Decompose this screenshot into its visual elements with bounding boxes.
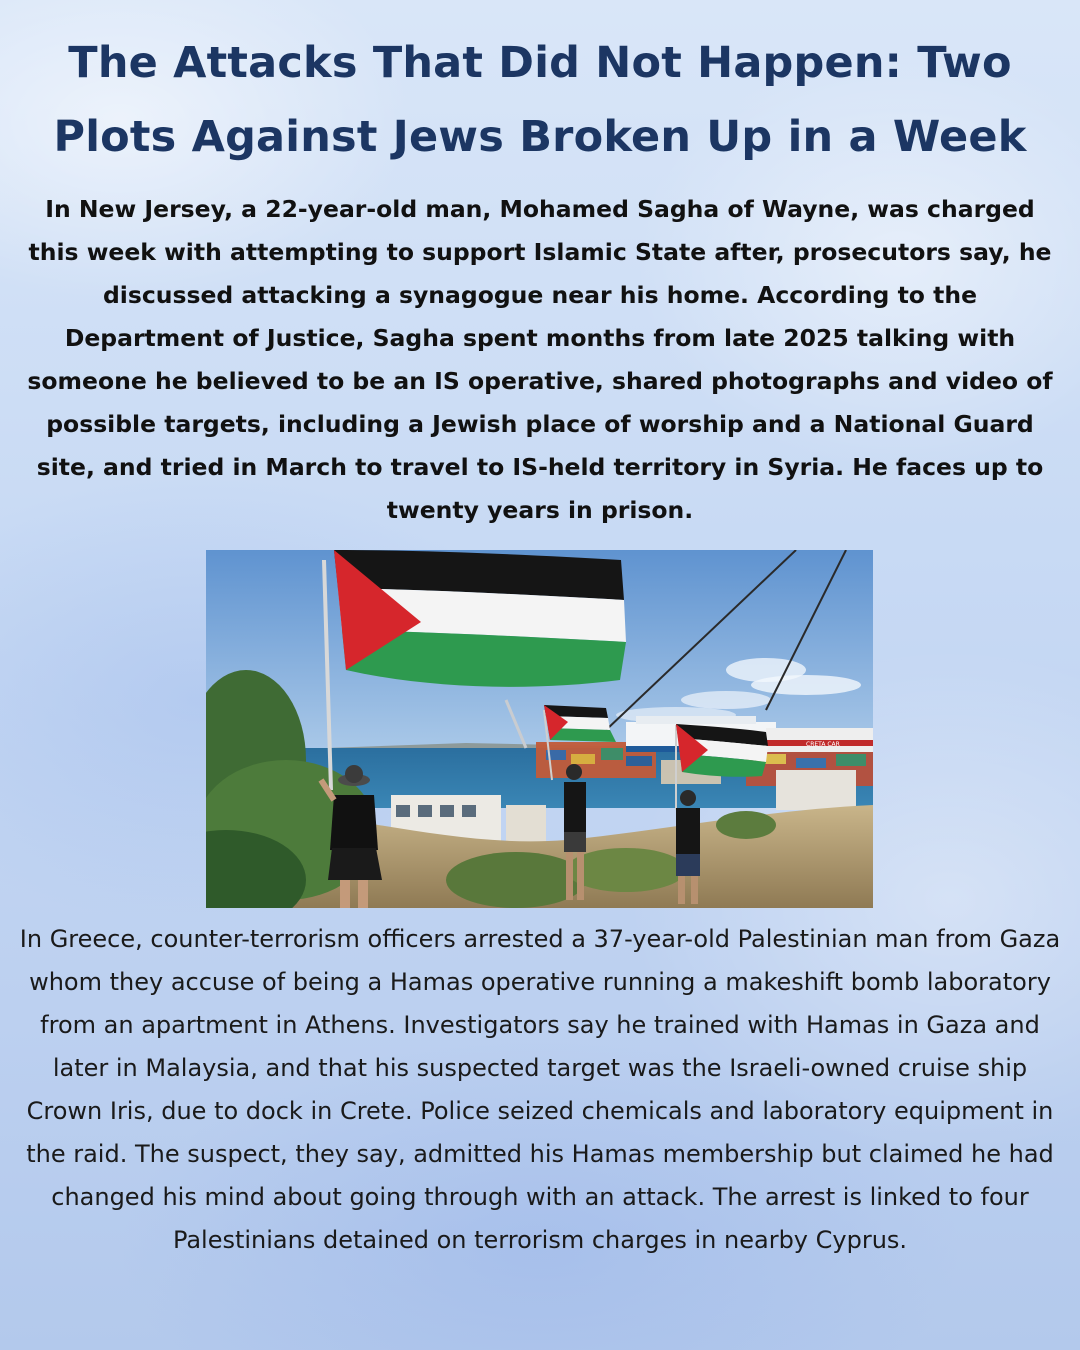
news-photo <box>206 550 873 908</box>
body-paragraph: In Greece, counter-terrorism officers arrested a 37-year-old Palestinian man from Gaza whom they accuse of being a Hamas operative running a makeshift bomb laboratory from an apartment in Athens. Investigators say he trained with Hamas in Gaza and later in Malaysia, and that his suspected target was the Israeli-owned cruise ship Crown Iris, due to dock in Crete. Police seized chemicals and laboratory equipment in the raid. The suspect, they say, admitted his Hamas membership but claimed he had changed his mind about going through with an attack. The arrest is linked to four Palestinians detained on terrorism charges in nearby Cyprus. <box>19 925 1061 1254</box>
ship-label: CRETA CAR <box>806 741 840 748</box>
headline: The Attacks That Did Not Happen: Two Plots Against Jews Broken Up in a Week <box>53 38 1027 162</box>
flag-right <box>676 724 768 777</box>
lede-paragraph: In New Jersey, a 22-year-old man, Mohamed Sagha of Wayne, was charged this week with attempting to support Islamic State after, prosecutors say, he discussed attacking a synagogue near his home. According to the Department of Justice, Sagha spent months from late 2025 talking with someone he believed to be an IS operative, shared photographs and video of possible targets, including a Jewish place of worship and a National Guard site, and tried in March to travel to IS-held territory in Syria. He faces up to twenty years in prison. <box>27 195 1053 524</box>
flag-large <box>334 550 626 687</box>
flag-mid <box>544 705 616 742</box>
